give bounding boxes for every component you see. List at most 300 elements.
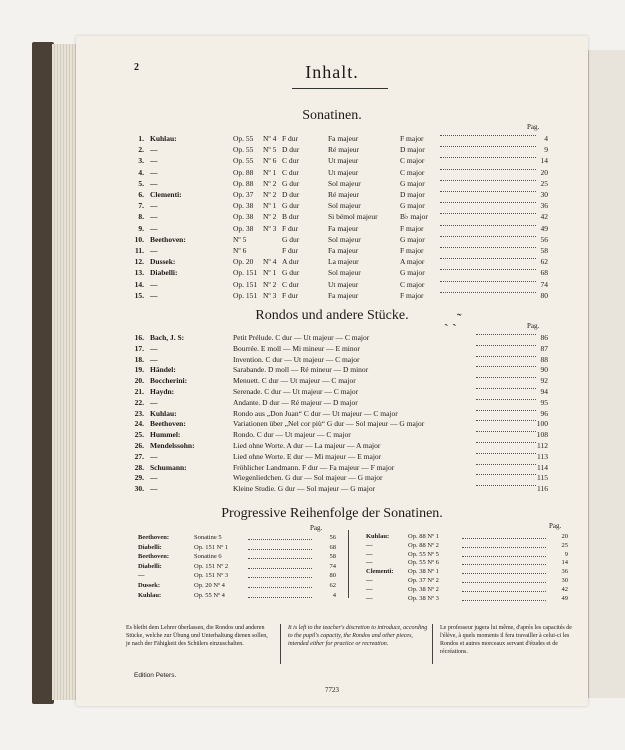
page-ref: 68: [540, 268, 548, 278]
opus: Op. 151 Nº 3: [194, 572, 229, 580]
key-german: F dur: [282, 246, 299, 255]
key-french: Sol majeur: [328, 268, 361, 278]
composer: Diabelli:: [138, 562, 162, 570]
opus-number: Nº 1: [263, 201, 277, 211]
composer: Händel:: [150, 365, 176, 375]
leader-dots: [462, 572, 546, 574]
opus: Op. 55 Nº 6: [408, 559, 439, 567]
composer: Bach, J. S:: [150, 333, 185, 342]
key-french: Sol majeur: [328, 178, 361, 188]
key-german: G dur: [282, 178, 300, 188]
key-english: B♭ major: [400, 212, 428, 222]
page-ref: 58: [329, 553, 336, 561]
row-number: 18.: [134, 354, 144, 364]
opus-number: Nº 2: [263, 178, 277, 188]
table-row: [76, 376, 588, 386]
piece-description: Lied ohne Worte. A dur — La majeur — A major: [233, 441, 381, 450]
composer: Kuhlau:: [150, 408, 177, 418]
page-ref: 14: [540, 156, 548, 166]
footnote-german: Es bleibt dem Lehrer überlassen, die Rondos und anderen Stücke, welche zur Übung und Unterhaltung dienen sollen, je nach der Fähigkeit des Schülers einzuschalten.: [126, 625, 268, 647]
leader-dots: [462, 546, 546, 548]
key-french: Fa majeur: [328, 223, 359, 233]
piece-description: Sarabande. D moll — Ré mineur — D minor: [233, 365, 369, 375]
opus-number: Nº 2: [263, 212, 277, 222]
leader-dots: [440, 201, 536, 203]
opus: Op. 151: [233, 290, 258, 300]
row-number: 17.: [134, 343, 144, 353]
progressive-heading: Progressive Reihenfolge der Sonatinen.: [221, 506, 443, 521]
composer: —: [150, 451, 158, 461]
table-row: [76, 224, 588, 234]
row-number: 27.: [134, 451, 144, 461]
footnote-divider: [432, 624, 433, 664]
piece-description: Fröhlicher Landmann. F dur — Fa majeur — F major: [233, 462, 395, 472]
opus-number: Nº 2: [263, 190, 277, 199]
key-german: C dur: [282, 279, 299, 289]
row-number: 11.: [135, 246, 144, 255]
composer: —: [366, 559, 373, 567]
row-number: 29.: [134, 473, 144, 483]
row-number: 15.: [134, 290, 144, 300]
opus: Op. 151: [233, 279, 258, 289]
page-ref: 58: [540, 246, 548, 255]
page-edges: [52, 44, 78, 700]
progressive-right-pag-label: Pag.: [549, 522, 562, 530]
page-ref: 114: [537, 462, 548, 472]
key-german: A dur: [282, 257, 299, 267]
row-number: 2.: [138, 145, 144, 155]
opus: Op. 38: [233, 201, 254, 211]
leader-dots: [440, 224, 536, 226]
page-ref: 88: [540, 354, 548, 364]
table-row: [76, 134, 588, 144]
piece-description: Lied ohne Worte. E dur — Mi majeur — E major: [233, 451, 382, 461]
key-english: F major: [400, 134, 424, 143]
composer: Kuhlau:: [138, 591, 162, 599]
row-number: 26.: [134, 441, 144, 450]
footnote-divider: [280, 624, 281, 664]
row-number: 6.: [138, 190, 144, 199]
page-ref: 96: [540, 408, 548, 418]
page-ref: 115: [537, 473, 548, 483]
composer: —: [150, 212, 158, 222]
table-row: [76, 576, 588, 585]
opus: Op. 38: [233, 223, 254, 233]
key-german: F dur: [282, 134, 299, 143]
key-english: C major: [400, 167, 425, 177]
key-english: D major: [400, 145, 425, 155]
table-row: [76, 430, 588, 440]
opus: Nº 6: [233, 246, 247, 255]
row-number: 14.: [134, 279, 144, 289]
opus: Op. 88: [233, 178, 254, 188]
key-english: D major: [400, 190, 425, 199]
opus: Op. 88 Nº 2: [408, 541, 439, 549]
leader-dots: [440, 145, 536, 147]
table-row: [76, 532, 588, 541]
table-row: [76, 594, 588, 603]
page-ref: 49: [561, 594, 568, 602]
leader-dots: [462, 590, 546, 592]
key-german: G dur: [282, 201, 300, 211]
opus-number: Nº 1: [263, 268, 277, 278]
row-number: 28.: [134, 462, 144, 472]
leader-dots: [462, 555, 546, 557]
table-row: [76, 268, 588, 278]
composer: —: [150, 290, 158, 300]
page-ref: 116: [537, 484, 548, 494]
page-ref: 62: [540, 257, 548, 267]
page-ref: 86: [540, 333, 548, 342]
composer: Kuhlau:: [150, 134, 177, 143]
piece-description: Bourrée. E moll — Mi mineur — E minor: [233, 343, 360, 353]
table-row: [76, 212, 588, 222]
table-row: [76, 409, 588, 419]
opus: Op. 55: [233, 134, 254, 143]
table-row: [76, 235, 588, 245]
piece-description: Rondo. C dur — Ut majeur — C major: [233, 430, 351, 440]
page-ref: 14: [561, 559, 568, 567]
contents-page: [76, 36, 588, 706]
key-english: G major: [400, 268, 425, 278]
key-english: A major: [400, 257, 425, 267]
key-french: Ut majeur: [328, 167, 359, 177]
page-ref: 30: [561, 577, 568, 584]
page-ref: 90: [540, 365, 548, 375]
composer: Dussek:: [138, 582, 161, 589]
opus: Op. 88: [233, 167, 254, 177]
opus: Op. 37 Nº 2: [408, 577, 439, 584]
row-number: 4.: [138, 167, 144, 177]
opus: Op. 151 Nº 2: [194, 562, 229, 570]
piece-description: Rondo aus „Don Juan“ C dur — Ut majeur — C major: [233, 408, 398, 418]
leader-dots: [440, 134, 536, 136]
footnote-english: It is left to the teacher's discretion to introduce, according to the pupil's capacity, the Rondos and other pieces, intended either for practice or recreation.: [288, 625, 428, 647]
table-row: [76, 355, 588, 365]
opus-number: Nº 4: [263, 257, 277, 267]
key-french: Fa majeur: [328, 134, 359, 143]
row-number: 19.: [134, 365, 144, 375]
sonatinen-heading: Sonatinen.: [302, 108, 362, 123]
composer: Clementi:: [150, 190, 182, 199]
composer: —: [150, 484, 158, 494]
opus: Op. 55: [233, 145, 254, 155]
leader-dots: [440, 168, 536, 170]
page-ref: 92: [540, 376, 548, 386]
page-ref: 25: [540, 178, 548, 188]
page-ref: 56: [329, 534, 336, 541]
key-english: F major: [400, 246, 424, 255]
page-ref: 108: [536, 430, 548, 440]
table-row: [76, 484, 588, 494]
composer: —: [150, 167, 158, 177]
key-german: G dur: [282, 268, 300, 278]
page-ref: 87: [540, 343, 548, 353]
key-english: C major: [400, 279, 425, 289]
page-ref: 9: [564, 550, 568, 558]
piece-description: Kleine Studie. G dur — Sol majeur — G major: [233, 484, 376, 494]
opus: Op. 20: [233, 257, 254, 267]
row-number: 10.: [134, 234, 144, 244]
page-ref: 100: [536, 419, 548, 429]
page-ref: 80: [540, 290, 548, 300]
table-row: [76, 441, 588, 451]
row-number: 7.: [138, 201, 144, 211]
row-number: 23.: [134, 408, 144, 418]
key-french: Si bémol majeur: [328, 212, 378, 222]
composer: Clementi:: [366, 568, 394, 576]
composer: Boccherini:: [150, 376, 188, 386]
leader-dots: [440, 235, 536, 237]
key-english: F major: [400, 290, 424, 300]
table-row: [76, 168, 588, 178]
page-ref: 113: [537, 451, 548, 461]
opus: Op. 151: [233, 268, 258, 278]
key-french: La majeur: [328, 257, 359, 267]
key-french: Ré majeur: [328, 190, 360, 199]
table-row: [76, 452, 588, 462]
row-number: 1.: [138, 134, 144, 143]
key-french: Sol majeur: [328, 201, 361, 211]
leader-dots: [462, 581, 546, 583]
progressive-left-pag-label: Pag.: [310, 524, 323, 532]
piece-description: Petit Prélude. C dur — Ut majeur — C major: [233, 333, 370, 342]
opus: Op. 151 Nº 1: [194, 543, 229, 551]
key-german: D dur: [282, 190, 300, 199]
row-number: 3.: [138, 156, 144, 166]
opus: Op. 38 Nº 2: [408, 585, 439, 593]
footnote-french: Le professeur jugera lui même, d'après les capacités de l'élève, à quels moments il fera travailler à celui-ci les Rondos et autres morceaux servant d'études et de récréations.: [440, 625, 572, 655]
composer: Diabelli:: [150, 268, 178, 278]
opus: Sonatine 5: [194, 534, 222, 541]
composer: Diabelli:: [138, 543, 162, 551]
composer: —: [366, 577, 373, 584]
key-french: Sol majeur: [328, 234, 361, 244]
page-ref: 68: [329, 543, 336, 551]
table-row: [76, 246, 588, 256]
opus-number: Nº 5: [263, 145, 277, 155]
column-divider: [348, 530, 349, 598]
table-row: [76, 156, 588, 166]
page-ref: 94: [540, 387, 548, 396]
piece-description: Andante. D dur — Ré majeur — D major: [233, 397, 358, 407]
opus: Sonatine 6: [194, 553, 222, 561]
page-ref: 4: [544, 134, 548, 143]
table-row: [76, 387, 588, 397]
key-german: F dur: [282, 290, 299, 300]
page-ref: 74: [540, 279, 548, 289]
row-number: 21.: [134, 387, 144, 396]
composer: Beethoven:: [138, 553, 170, 561]
page-ref: 42: [540, 212, 548, 222]
opus: Op. 38 Nº 1: [408, 568, 439, 576]
page-ref: 30: [540, 190, 548, 199]
composer: Haydn:: [150, 387, 175, 396]
composer: Dussek:: [150, 257, 176, 267]
leader-dots: [462, 563, 546, 565]
page-ref: 20: [540, 167, 548, 177]
table-row: [76, 291, 588, 301]
leader-dots: [440, 156, 536, 158]
opus: Op. 20 Nº 4: [194, 582, 225, 589]
page-ref: 62: [329, 582, 336, 589]
leader-dots: [462, 537, 546, 539]
opus-number: Nº 3: [263, 290, 277, 300]
key-french: Fa majeur: [328, 290, 359, 300]
opus-number: Nº 2: [263, 279, 277, 289]
opus: Op. 37: [233, 190, 254, 199]
row-number: 12.: [134, 257, 144, 267]
key-french: Ré majeur: [328, 145, 360, 155]
opus: Nº 5: [233, 234, 247, 244]
table-row: [76, 257, 588, 267]
table-row: [76, 179, 588, 189]
page-ref: 49: [540, 223, 548, 233]
plate-number: 7723: [325, 686, 339, 694]
piece-description: Invention. C dur — Ut majeur — C major: [233, 354, 360, 364]
table-row: [76, 201, 588, 211]
piece-description: Serenade. C dur — Ut majeur — C major: [233, 387, 359, 396]
composer: —: [150, 246, 158, 255]
key-german: D dur: [282, 145, 300, 155]
composer: —: [150, 343, 158, 353]
composer: —: [150, 201, 158, 211]
table-row: [76, 585, 588, 594]
page-ref: 80: [329, 572, 336, 580]
row-number: 30.: [134, 484, 144, 494]
leader-dots: [440, 212, 536, 214]
page-ref: 36: [540, 201, 548, 211]
opus-number: Nº 6: [263, 156, 277, 166]
page-ref: 112: [537, 441, 548, 450]
table-row: [76, 280, 588, 290]
leader-dots: [440, 268, 536, 270]
key-german: B dur: [282, 212, 299, 222]
table-row: [76, 333, 588, 343]
composer: Beethoven:: [150, 234, 186, 244]
table-row: [76, 398, 588, 408]
row-number: 9.: [138, 223, 144, 233]
key-english: G major: [400, 234, 425, 244]
composer: Schumann:: [150, 462, 187, 472]
opus: Op. 38 Nº 3: [408, 594, 439, 602]
key-english: C major: [400, 156, 425, 166]
opus-number: Nº 4: [263, 134, 277, 143]
table-row: [76, 365, 588, 375]
edition-label: Edition Peters.: [134, 672, 177, 679]
composer: Mendelssohn:: [150, 441, 195, 450]
rondos-heading: Rondos und andere Stücke.: [255, 308, 409, 323]
row-number: 13.: [134, 268, 144, 278]
row-number: 24.: [134, 419, 144, 429]
page-ref: 4: [332, 591, 336, 599]
composer: —: [150, 145, 158, 155]
table-row: [76, 541, 588, 550]
piece-description: Variationen über „Nel cor più“ G dur — Sol majeur — G major: [233, 419, 425, 429]
table-row: [76, 463, 588, 473]
key-german: F dur: [282, 223, 299, 233]
leader-dots: [440, 190, 536, 192]
row-number: 20.: [134, 376, 144, 386]
key-english: G major: [400, 178, 425, 188]
page-number: 2: [134, 62, 139, 73]
opus: Op. 38: [233, 212, 254, 222]
key-french: Ut majeur: [328, 156, 359, 166]
composer: —: [150, 223, 158, 233]
opus: Op. 55 Nº 5: [408, 550, 439, 558]
composer: —: [366, 550, 373, 558]
composer: —: [150, 279, 158, 289]
table-row: [76, 567, 588, 576]
table-row: [76, 473, 588, 483]
page-title: Inhalt.: [305, 62, 359, 82]
table-row: [76, 145, 588, 155]
composer: Beethoven:: [138, 534, 170, 541]
leader-dots: [440, 246, 536, 248]
rondos-pag-label: Pag.: [527, 322, 540, 330]
opus-number: Nº 3: [263, 223, 277, 233]
key-english: F major: [400, 223, 424, 233]
row-number: 22.: [134, 397, 144, 407]
table-row: [76, 190, 588, 200]
composer: —: [150, 397, 158, 407]
composer: —: [150, 354, 158, 364]
leader-dots: [440, 280, 536, 282]
key-french: Ut majeur: [328, 279, 359, 289]
piece-description: Menuett. C dur — Ut majeur — C major: [233, 376, 356, 386]
book-spine: [32, 42, 54, 704]
composer: Hummel:: [150, 430, 181, 440]
page-ref: 42: [561, 585, 568, 593]
page-ref: 36: [561, 568, 568, 576]
leader-dots: [462, 599, 546, 601]
key-german: G dur: [282, 234, 300, 244]
composer: —: [366, 541, 373, 549]
leader-dots: [440, 257, 536, 259]
page-ref: 25: [561, 541, 568, 549]
key-english: G major: [400, 201, 425, 211]
key-french: Fa majeur: [328, 246, 359, 255]
row-number: 16.: [134, 333, 144, 342]
opus-number: Nº 1: [263, 167, 277, 177]
table-row: [76, 550, 588, 559]
row-number: 5.: [138, 178, 144, 188]
facing-page: [588, 50, 625, 698]
page-ref: 9: [544, 145, 548, 155]
composer: Beethoven:: [150, 419, 186, 429]
table-row: [76, 344, 588, 354]
row-number: 8.: [138, 212, 144, 222]
page-ref: 95: [540, 397, 548, 407]
leader-dots: [440, 291, 536, 293]
composer: —: [366, 585, 373, 593]
composer: —: [150, 473, 158, 483]
opus: Op. 55: [233, 156, 254, 166]
composer: Kuhlau:: [366, 533, 390, 540]
page-ref: 74: [329, 562, 336, 570]
composer: —: [150, 156, 158, 166]
opus: Op. 55 Nº 4: [194, 591, 225, 599]
composer: —: [138, 572, 145, 580]
key-german: C dur: [282, 167, 299, 177]
sonatinen-pag-label: Pag.: [527, 123, 540, 131]
composer: —: [366, 594, 373, 602]
page-ref: 56: [540, 234, 548, 244]
leader-dots: [440, 179, 536, 181]
key-german: C dur: [282, 156, 299, 166]
title-rule: [292, 88, 388, 89]
row-number: 25.: [134, 430, 144, 440]
